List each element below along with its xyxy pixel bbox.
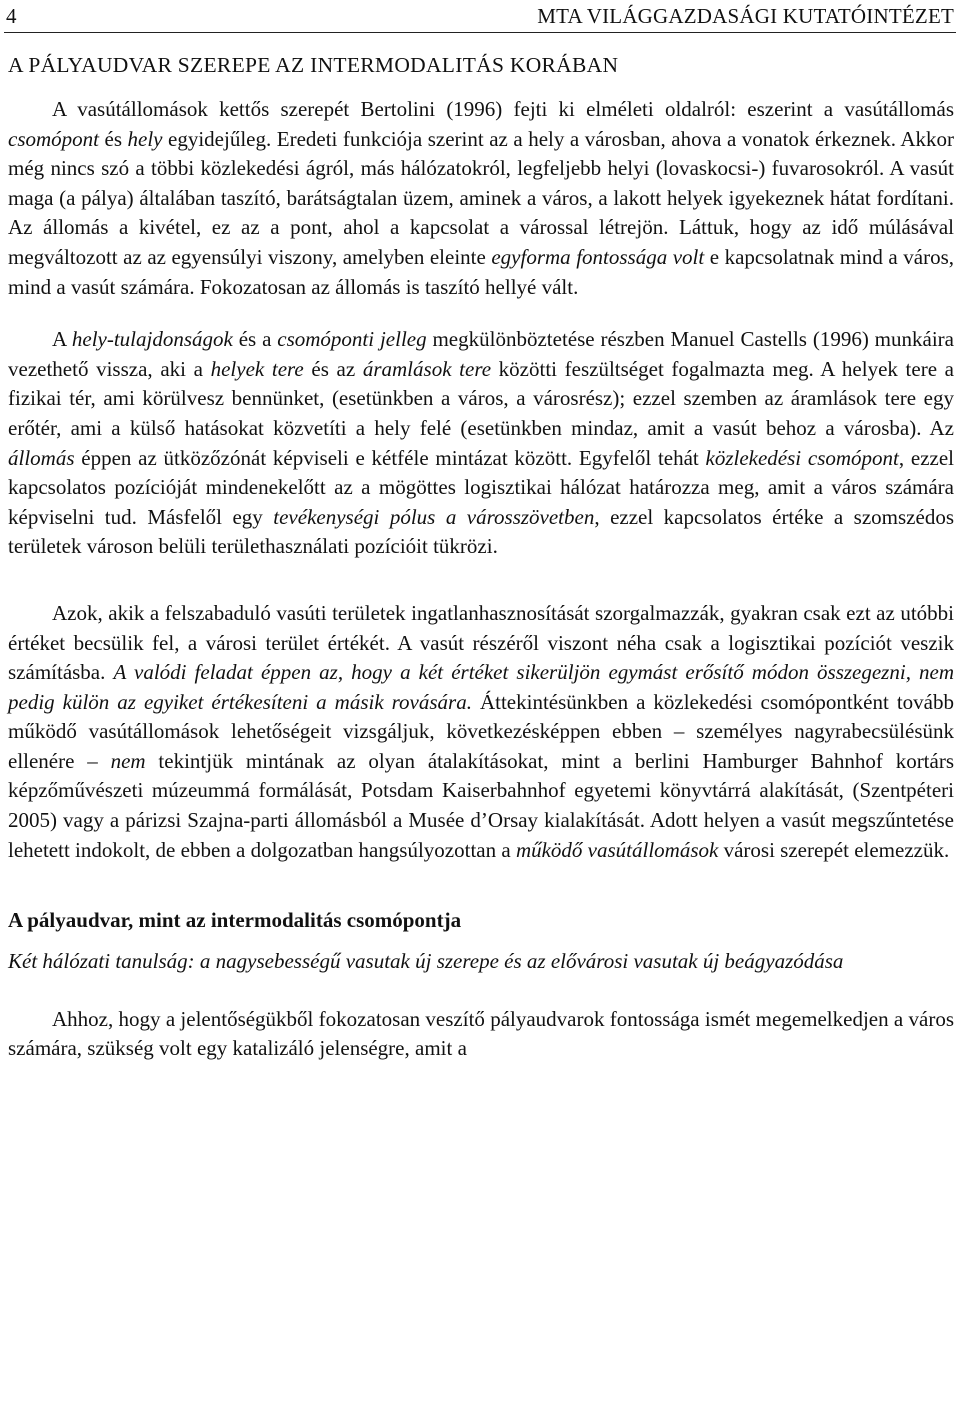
paragraph-1-run: A vasútállomások kettős szerepét Bertolini (1996) fejti ki elméleti oldalról: eszerint a vasútállomás (52, 97, 954, 121)
paragraph-1 (8, 95, 954, 302)
subsection-subtitle: Két hálózati tanulság: a nagysebességű vasutak új szerepe és az elővárosi vasutak új beágyazódása (8, 949, 844, 974)
paragraph-4 (8, 1005, 954, 1064)
paragraph-1-run: hely (127, 126, 163, 151)
paragraph-2-run: áramlások tere (362, 356, 492, 381)
running-header (4, 2, 956, 33)
paragraph-3-run: Azok, akik a felszabaduló vasúti területek ingatlanhasznosítását szorgalmazzák, gyakran csak ezt az utóbbi értéket becsülik fel, a városi terület értékét. A vasút részéről viszont néha csak a logisztikai pozíciót veszik számításba. (8, 600, 954, 685)
paragraph-3-run: nem (110, 748, 146, 773)
paragraph-2-run: , ezzel kapcsolatos pozícióját mindenekelőtt az a mögöttes logisztikai hálózat határozza meg, amit a város számára képviselni tud. Másfelől egy (8, 445, 954, 529)
paragraph-2-run: helyek tere (210, 356, 304, 381)
paragraph-2-run: csomóponti jelleg (277, 327, 427, 352)
paragraph-2-run: és az (303, 356, 363, 381)
paragraph-2-run: megkülönböztetése részben Manuel Castells (1996) munkáira vezethető vissza, aki a (8, 327, 954, 381)
paragraph-1-run: és (99, 126, 128, 151)
paragraph-3-run: Áttekintésünkben a közlekedési csomópontként tovább működő vasútállomások lehetőségeit vizsgáljuk, következésképpen ebben – személyes nagyrabecsülésünk ellenére – (8, 689, 954, 773)
paragraph-2-run: közlekedési csomópont (705, 445, 899, 470)
institute-name: MTA VILÁGGAZDASÁGI KUTATÓINTÉZET (537, 4, 954, 28)
paragraph-2-run: A (52, 327, 72, 352)
document-body (8, 50, 954, 1087)
paragraph-3 (8, 599, 954, 865)
paragraph-3-run: A valódi feladat éppen az, hogy a két értéket sikerüljön egymást erősítő módon összegezni, nem pedig külön az egyiket értékesíteni a másik rovására. (8, 660, 955, 714)
paragraph-2-run: tevékenységi pólus a városszövetben (273, 504, 595, 529)
paragraph-2-run: és a (232, 327, 278, 352)
paragraph-2-run: éppen az ütközőzónát képviseli e kétféle mintázat között. Egyfelől tehát (74, 445, 706, 470)
paragraph-1-run: csomópont (8, 126, 99, 151)
section-title: A PÁLYAUDVAR SZEREPE AZ INTERMODALITÁS KORÁBAN (8, 53, 619, 77)
paragraph-3-run: tekintjük mintának az olyan átalakításokat, mint a berlini Hamburger Bahnhof kortárs képzőművészeti múzeummá formálását, Potsdam Kaiserbahnhof egyetemi könyvtárrá alakítását, (Szentpéteri 2005) vagy a párizsi Szajna-parti állomásból a Musée d’Orsay kialakítását. Adott helyen a vasút megszűntetése lehetett indokolt, de ebben a dolgozatban hangsúlyozottan a (8, 748, 955, 862)
paragraph-2-run: , ezzel kapcsolatos értéke a szomszédos területek városon belüli területhasználati pozícióit tükrözi. (8, 504, 954, 559)
paragraph-1-run: egyforma fontossága volt (491, 244, 705, 269)
paragraph-1-run: egyidejűleg. Eredeti funkciója szerint az a hely a városban, ahova a vonatok érkeznek. Akkor még nincs szó a többi közlekedési ágról, más hálózatokról, legfeljebb helyi (lovaskocsi-) fuvarosokról. A vasút maga (a pálya) általában taszító, barátságtalan üzem, aminek a város, a lakott helyek igyekeznek hátat fordítani. Az állomás a kivétel, ez az a pont, ahol a kapcsolat a várossal létrejön. Láttuk, hogy az idő múlásával megváltozott az az egyensúlyi viszony, amelyben eleinte (8, 126, 954, 269)
page-number: 4 (6, 4, 17, 28)
paragraph-3-run: városi szerepét elemezzük. (718, 837, 950, 862)
paragraph-2-run: közötti feszültséget fogalmazta meg. A helyek tere a fizikai tér, ami körülvesz bennünket, (esetünkben a város, a városrész); ezzel szemben az áramlások tere egy erőtér, ami a külső hatásokat közvetíti a hely felé (esetünkben mindaz, amit a vasút behoz a városba). Az (8, 356, 954, 440)
paragraph-2-run: állomás (8, 445, 75, 470)
paragraph-2 (8, 325, 954, 562)
paragraph-2-run: hely-tulajdonságok (71, 327, 233, 352)
paragraph-4-run: Ahhoz, hogy a jelentőségükből fokozatosan veszítő pályaudvarok fontossága ismét megemelkedjen a város számára, szükség volt egy katalizáló jelenségre, amit a (8, 1006, 954, 1061)
paragraph-3-run: működő vasútállomások (515, 837, 719, 862)
paragraph-1-run: e kapcsolatnak mind a város, mind a vasút számára. Fokozatosan az állomás is taszító hellyé vált. (8, 244, 954, 299)
subheading: A pályaudvar, mint az intermodalitás csomópontja (8, 908, 462, 933)
